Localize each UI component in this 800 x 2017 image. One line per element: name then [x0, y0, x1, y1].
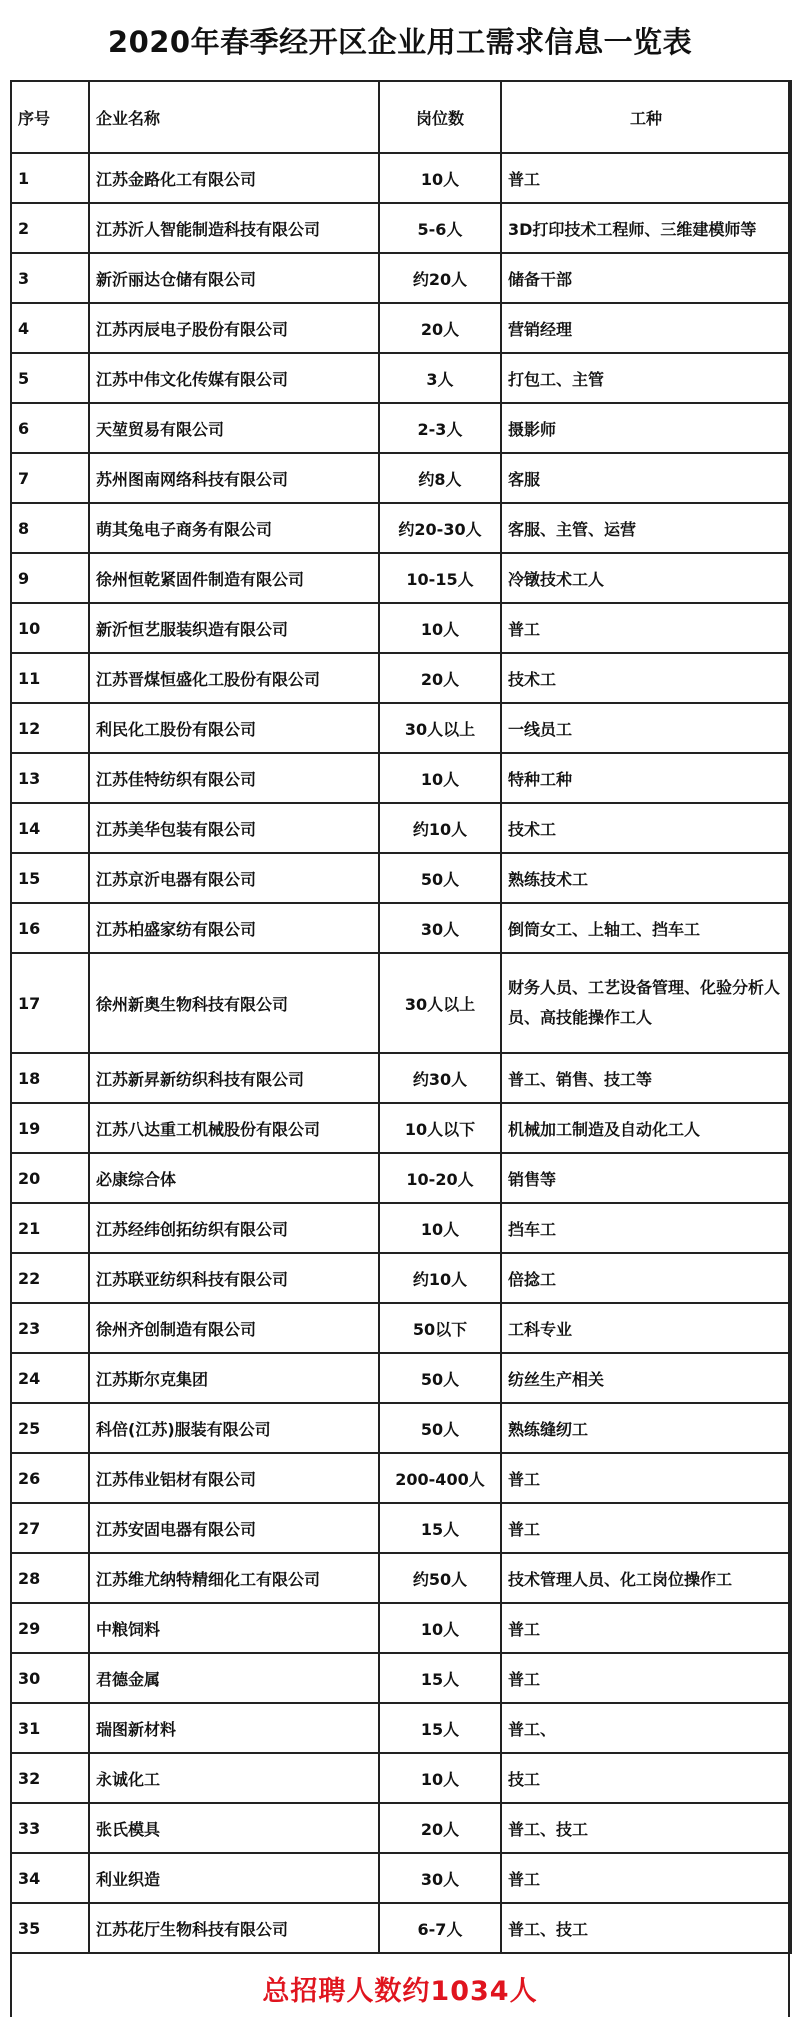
cell-company: 江苏沂人智能制造科技有限公司 — [89, 203, 379, 253]
cell-seq: 15 — [11, 853, 89, 903]
cell-job: 3D打印技术工程师、三维建模师等 — [501, 203, 791, 253]
cell-job: 熟练缝纫工 — [501, 1403, 791, 1453]
cell-company: 苏州图南网络科技有限公司 — [89, 453, 379, 503]
cell-seq: 21 — [11, 1203, 89, 1253]
cell-count: 10人 — [379, 1603, 501, 1653]
jobs-table-frame — [10, 80, 790, 2017]
cell-job: 普工、 — [501, 1703, 791, 1753]
cell-seq: 33 — [11, 1803, 89, 1853]
cell-company: 中粮饲料 — [89, 1603, 379, 1653]
table-row — [11, 1803, 791, 1853]
cell-count: 约10人 — [379, 803, 501, 853]
header-seq: 序号 — [11, 81, 89, 153]
cell-company: 江苏佳特纺织有限公司 — [89, 753, 379, 803]
cell-company: 江苏维尤纳特精细化工有限公司 — [89, 1553, 379, 1603]
table-row — [11, 1753, 791, 1803]
cell-job: 纺丝生产相关 — [501, 1353, 791, 1403]
cell-company: 江苏中伟文化传媒有限公司 — [89, 353, 379, 403]
cell-company: 江苏美华包装有限公司 — [89, 803, 379, 853]
cell-count: 50人 — [379, 1403, 501, 1453]
cell-seq: 29 — [11, 1603, 89, 1653]
cell-seq: 7 — [11, 453, 89, 503]
cell-seq: 31 — [11, 1703, 89, 1753]
cell-seq: 34 — [11, 1853, 89, 1903]
cell-company: 必康综合体 — [89, 1153, 379, 1203]
cell-job: 倒筒女工、上轴工、挡车工 — [501, 903, 791, 953]
cell-seq: 27 — [11, 1503, 89, 1553]
table-row — [11, 153, 791, 203]
cell-seq: 16 — [11, 903, 89, 953]
table-row — [11, 1453, 791, 1503]
cell-count: 10人 — [379, 1753, 501, 1803]
cell-count: 10人 — [379, 753, 501, 803]
cell-count: 15人 — [379, 1703, 501, 1753]
cell-job: 一线员工 — [501, 703, 791, 753]
cell-seq: 35 — [11, 1903, 89, 1953]
cell-job: 特种工种 — [501, 753, 791, 803]
cell-count: 15人 — [379, 1503, 501, 1553]
page-title: 2020年春季经开区企业用工需求信息一览表 — [107, 24, 693, 59]
table-row — [11, 803, 791, 853]
cell-company: 瑞图新材料 — [89, 1703, 379, 1753]
cell-job: 普工、销售、技工等 — [501, 1053, 791, 1103]
cell-count: 10人 — [379, 153, 501, 203]
table-row — [11, 1603, 791, 1653]
cell-seq: 11 — [11, 653, 89, 703]
cell-job: 普工 — [501, 603, 791, 653]
cell-company: 永诚化工 — [89, 1753, 379, 1803]
cell-company: 江苏柏盛家纺有限公司 — [89, 903, 379, 953]
table-row — [11, 703, 791, 753]
cell-job: 普工 — [501, 1653, 791, 1703]
cell-job: 普工 — [501, 1853, 791, 1903]
jobs-table — [10, 80, 792, 1954]
cell-count: 10人 — [379, 603, 501, 653]
cell-seq: 13 — [11, 753, 89, 803]
cell-count: 10人以下 — [379, 1103, 501, 1153]
cell-count: 约20人 — [379, 253, 501, 303]
cell-count: 30人 — [379, 903, 501, 953]
cell-seq: 26 — [11, 1453, 89, 1503]
header-job: 工种 — [501, 81, 791, 153]
cell-seq: 32 — [11, 1753, 89, 1803]
cell-job: 普工 — [501, 1603, 791, 1653]
table-row — [11, 1353, 791, 1403]
cell-count: 15人 — [379, 1653, 501, 1703]
cell-seq: 12 — [11, 703, 89, 753]
cell-company: 江苏京沂电器有限公司 — [89, 853, 379, 903]
table-row — [11, 1203, 791, 1253]
cell-seq: 3 — [11, 253, 89, 303]
cell-job: 普工 — [501, 153, 791, 203]
table-row — [11, 253, 791, 303]
cell-job: 储备干部 — [501, 253, 791, 303]
cell-seq: 17 — [11, 953, 89, 1053]
cell-company: 江苏新昇新纺织科技有限公司 — [89, 1053, 379, 1103]
table-row — [11, 1053, 791, 1103]
cell-job: 普工、技工 — [501, 1903, 791, 1953]
cell-count: 2-3人 — [379, 403, 501, 453]
cell-company: 新沂恒艺服装织造有限公司 — [89, 603, 379, 653]
table-row — [11, 403, 791, 453]
cell-count: 30人以上 — [379, 953, 501, 1053]
table-row — [11, 1703, 791, 1753]
cell-count: 30人 — [379, 1853, 501, 1903]
cell-company: 江苏丙辰电子股份有限公司 — [89, 303, 379, 353]
cell-count: 20人 — [379, 1803, 501, 1853]
cell-count: 约8人 — [379, 453, 501, 503]
header-count: 岗位数 — [379, 81, 501, 153]
cell-company: 徐州新奥生物科技有限公司 — [89, 953, 379, 1053]
cell-seq: 10 — [11, 603, 89, 653]
table-row — [11, 453, 791, 503]
cell-company: 江苏斯尔克集团 — [89, 1353, 379, 1403]
cell-seq: 6 — [11, 403, 89, 453]
table-row — [11, 1253, 791, 1303]
cell-job: 客服、主管、运营 — [501, 503, 791, 553]
table-row — [11, 903, 791, 953]
table-row — [11, 1853, 791, 1903]
table-row — [11, 1653, 791, 1703]
table-row — [11, 753, 791, 803]
cell-count: 约20-30人 — [379, 503, 501, 553]
cell-company: 江苏伟业铝材有限公司 — [89, 1453, 379, 1503]
table-row — [11, 553, 791, 603]
cell-count: 30人以上 — [379, 703, 501, 753]
cell-seq: 28 — [11, 1553, 89, 1603]
table-row — [11, 353, 791, 403]
table-row — [11, 1103, 791, 1153]
cell-job: 技术工 — [501, 803, 791, 853]
cell-count: 10-15人 — [379, 553, 501, 603]
table-row — [11, 1303, 791, 1353]
cell-count: 5-6人 — [379, 203, 501, 253]
cell-seq: 5 — [11, 353, 89, 403]
cell-count: 10-20人 — [379, 1153, 501, 1203]
table-row — [11, 1903, 791, 1953]
cell-job: 财务人员、工艺设备管理、化验分析人员、高技能操作工人 — [501, 953, 791, 1053]
cell-company: 天堃贸易有限公司 — [89, 403, 379, 453]
table-row — [11, 1403, 791, 1453]
cell-count: 50以下 — [379, 1303, 501, 1353]
cell-job: 熟练技术工 — [501, 853, 791, 903]
cell-company: 张氏模具 — [89, 1803, 379, 1853]
cell-job: 挡车工 — [501, 1203, 791, 1253]
cell-job: 摄影师 — [501, 403, 791, 453]
cell-company: 君德金属 — [89, 1653, 379, 1703]
cell-job: 技术工 — [501, 653, 791, 703]
cell-job: 普工、技工 — [501, 1803, 791, 1853]
cell-company: 江苏经纬创拓纺织有限公司 — [89, 1203, 379, 1253]
cell-seq: 24 — [11, 1353, 89, 1403]
cell-count: 50人 — [379, 853, 501, 903]
cell-company: 徐州齐创制造有限公司 — [89, 1303, 379, 1353]
table-row — [11, 653, 791, 703]
table-row — [11, 1553, 791, 1603]
cell-company: 新沂丽达仓储有限公司 — [89, 253, 379, 303]
cell-count: 约30人 — [379, 1053, 501, 1103]
cell-job: 普工 — [501, 1503, 791, 1553]
cell-job: 销售等 — [501, 1153, 791, 1203]
cell-company: 徐州恒乾紧固件制造有限公司 — [89, 553, 379, 603]
cell-company: 利业织造 — [89, 1853, 379, 1903]
table-row — [11, 1503, 791, 1553]
cell-count: 3人 — [379, 353, 501, 403]
cell-company: 江苏安固电器有限公司 — [89, 1503, 379, 1553]
table-row — [11, 303, 791, 353]
cell-count: 200-400人 — [379, 1453, 501, 1503]
cell-company: 利民化工股份有限公司 — [89, 703, 379, 753]
cell-company: 江苏花厅生物科技有限公司 — [89, 1903, 379, 1953]
header-company: 企业名称 — [89, 81, 379, 153]
cell-seq: 18 — [11, 1053, 89, 1103]
cell-job: 技工 — [501, 1753, 791, 1803]
table-row — [11, 1153, 791, 1203]
cell-seq: 25 — [11, 1403, 89, 1453]
cell-job: 冷镦技术工人 — [501, 553, 791, 603]
cell-seq: 4 — [11, 303, 89, 353]
cell-count: 约50人 — [379, 1553, 501, 1603]
cell-seq: 19 — [11, 1103, 89, 1153]
table-row — [11, 953, 791, 1053]
cell-job: 机械加工制造及自动化工人 — [501, 1103, 791, 1153]
cell-seq: 8 — [11, 503, 89, 553]
cell-company: 萌其兔电子商务有限公司 — [89, 503, 379, 553]
table-header-row — [11, 81, 791, 153]
cell-company: 江苏金路化工有限公司 — [89, 153, 379, 203]
cell-count: 约10人 — [379, 1253, 501, 1303]
cell-job: 工科专业 — [501, 1303, 791, 1353]
cell-count: 20人 — [379, 303, 501, 353]
total-hiring-count: 总招聘人数约1034人 — [262, 1976, 538, 2007]
cell-count: 6-7人 — [379, 1903, 501, 1953]
cell-seq: 2 — [11, 203, 89, 253]
cell-seq: 22 — [11, 1253, 89, 1303]
cell-count: 20人 — [379, 653, 501, 703]
cell-seq: 20 — [11, 1153, 89, 1203]
cell-company: 科倍(江苏)服装有限公司 — [89, 1403, 379, 1453]
table-row — [11, 503, 791, 553]
cell-seq: 1 — [11, 153, 89, 203]
cell-job: 普工 — [501, 1453, 791, 1503]
cell-job: 倍捻工 — [501, 1253, 791, 1303]
cell-job: 打包工、主管 — [501, 353, 791, 403]
cell-job: 营销经理 — [501, 303, 791, 353]
cell-seq: 23 — [11, 1303, 89, 1353]
cell-count: 10人 — [379, 1203, 501, 1253]
cell-company: 江苏晋煤恒盛化工股份有限公司 — [89, 653, 379, 703]
cell-company: 江苏八达重工机械股份有限公司 — [89, 1103, 379, 1153]
cell-job: 客服 — [501, 453, 791, 503]
cell-seq: 30 — [11, 1653, 89, 1703]
table-row — [11, 853, 791, 903]
table-row — [11, 603, 791, 653]
table-row — [11, 203, 791, 253]
cell-job: 技术管理人员、化工岗位操作工 — [501, 1553, 791, 1603]
cell-company: 江苏联亚纺织科技有限公司 — [89, 1253, 379, 1303]
cell-seq: 9 — [11, 553, 89, 603]
cell-seq: 14 — [11, 803, 89, 853]
cell-count: 50人 — [379, 1353, 501, 1403]
